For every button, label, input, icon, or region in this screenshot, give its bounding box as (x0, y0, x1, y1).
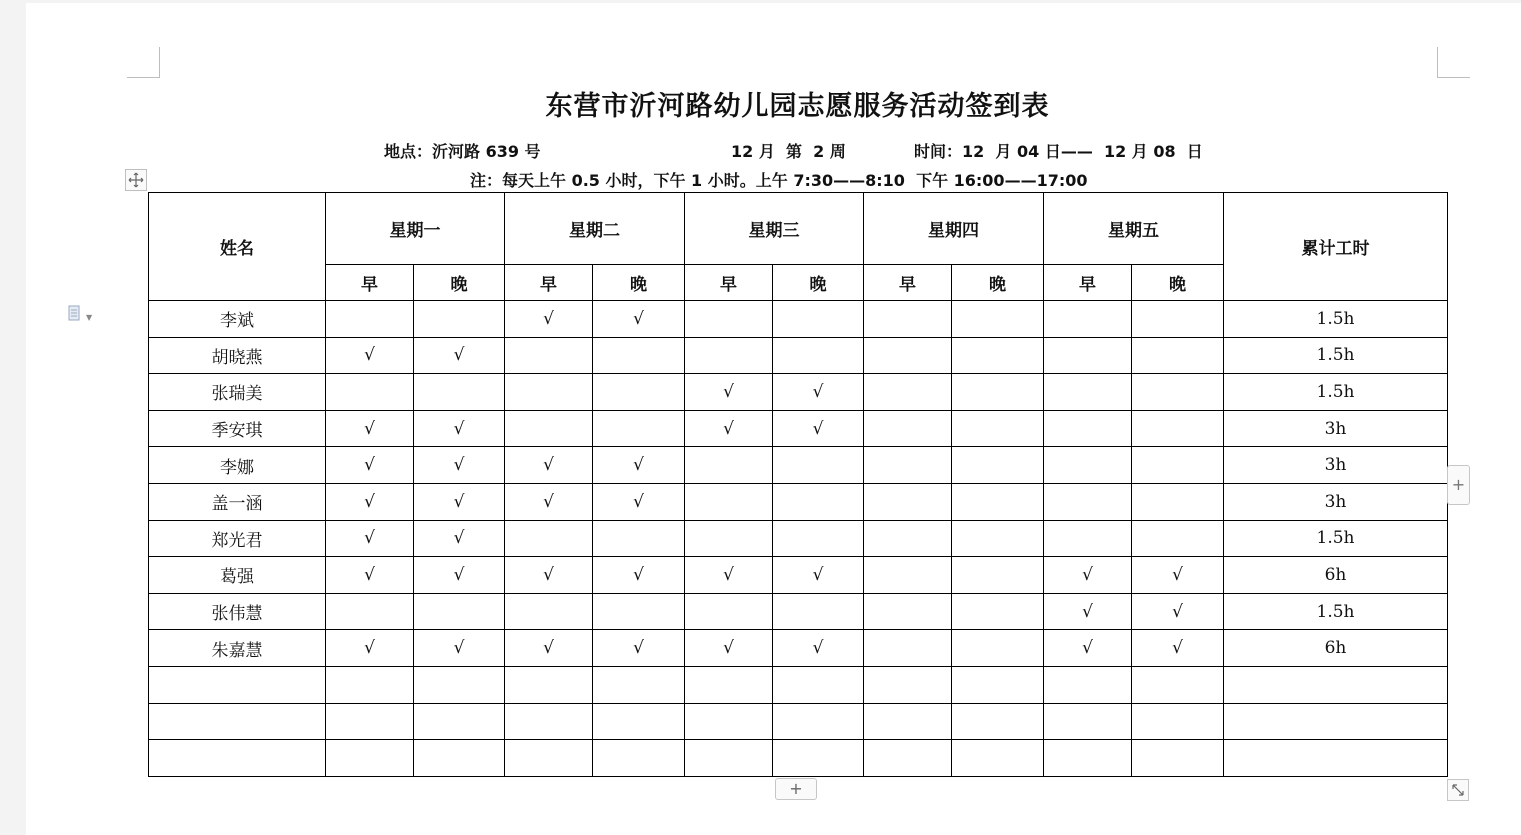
am-check-cell[interactable] (1044, 301, 1132, 338)
am-header: 早 (1044, 265, 1132, 301)
table-row (149, 301, 1448, 338)
volunteer-name-cell[interactable] (149, 740, 326, 777)
pm-check-cell[interactable]: √ (773, 557, 864, 594)
note-text: 注：每天上午 0.5 小时，下午 1 小时。上午 7:30——8:10 下午 16:00——17:00 (470, 171, 1088, 190)
am-check-cell[interactable] (1044, 703, 1132, 740)
add-column-button[interactable]: + (1447, 465, 1470, 505)
document-title: 东营市沂河路幼儿园志愿服务活动签到表 (545, 91, 1050, 122)
am-check-cell[interactable] (505, 740, 593, 777)
pm-check-cell[interactable]: √ (593, 301, 685, 338)
volunteer-name-cell[interactable]: 葛强 (149, 557, 326, 594)
am-check-cell[interactable]: √ (505, 557, 593, 594)
am-check-cell[interactable] (685, 447, 773, 484)
pm-check-cell[interactable]: √ (414, 557, 505, 594)
total-hours-cell[interactable] (1224, 740, 1448, 777)
move-icon (128, 172, 144, 188)
volunteer-name-cell[interactable]: 郑光君 (149, 520, 326, 557)
signin-table (148, 192, 1448, 777)
am-check-cell[interactable]: √ (505, 483, 593, 520)
pm-check-cell[interactable] (952, 703, 1044, 740)
am-check-cell[interactable]: √ (1044, 557, 1132, 594)
pm-check-cell[interactable] (773, 703, 864, 740)
table-row (149, 520, 1448, 557)
total-hours-cell[interactable]: 6h (1224, 630, 1448, 667)
volunteer-name-cell[interactable] (149, 666, 326, 703)
total-hours-cell[interactable]: 3h (1224, 483, 1448, 520)
am-check-cell[interactable] (505, 703, 593, 740)
time-range-text: 时间：12 月 04 日—— 12 月 08 日 (914, 142, 1203, 161)
pm-check-cell[interactable] (414, 703, 505, 740)
volunteer-name-cell[interactable]: 盖一涵 (149, 483, 326, 520)
am-check-cell[interactable] (505, 410, 593, 447)
am-check-cell[interactable] (1044, 447, 1132, 484)
am-check-cell[interactable] (864, 410, 952, 447)
total-hours-cell[interactable]: 1.5h (1224, 593, 1448, 630)
pm-check-cell[interactable] (1132, 301, 1224, 338)
table-row (149, 703, 1448, 740)
day-header-tue: 星期二 (505, 193, 685, 265)
volunteer-name-cell[interactable]: 张瑞美 (149, 374, 326, 411)
pm-check-cell[interactable] (593, 593, 685, 630)
chevron-down-icon: ▼ (86, 312, 93, 322)
pm-check-cell[interactable]: √ (593, 483, 685, 520)
volunteer-name-cell[interactable]: 李娜 (149, 447, 326, 484)
am-check-cell[interactable] (1044, 483, 1132, 520)
am-check-cell[interactable]: √ (326, 520, 414, 557)
pm-check-cell[interactable] (414, 301, 505, 338)
pm-check-cell[interactable]: √ (414, 410, 505, 447)
pm-header: 晚 (952, 265, 1044, 301)
pm-check-cell[interactable] (593, 337, 685, 374)
pm-check-cell[interactable]: √ (414, 520, 505, 557)
am-check-cell[interactable] (864, 630, 952, 667)
volunteer-name-cell[interactable]: 朱嘉慧 (149, 630, 326, 667)
am-header: 早 (505, 265, 593, 301)
am-check-cell[interactable]: √ (1044, 630, 1132, 667)
pm-check-cell[interactable] (952, 374, 1044, 411)
am-check-cell[interactable] (1044, 740, 1132, 777)
table-body (149, 301, 1448, 777)
am-check-cell[interactable]: √ (326, 630, 414, 667)
document-options-button[interactable] (68, 305, 92, 325)
volunteer-name-cell[interactable]: 李斌 (149, 301, 326, 338)
week-text: 12 月 第 2 周 (731, 142, 846, 161)
am-check-cell[interactable] (1044, 337, 1132, 374)
table-row (149, 740, 1448, 777)
pm-check-cell[interactable] (414, 666, 505, 703)
day-header-fri: 星期五 (1044, 193, 1224, 265)
am-check-cell[interactable]: √ (505, 301, 593, 338)
pm-check-cell[interactable] (952, 557, 1044, 594)
pm-check-cell[interactable] (773, 666, 864, 703)
am-check-cell[interactable] (685, 483, 773, 520)
total-hours-cell[interactable] (1224, 666, 1448, 703)
pm-check-cell[interactable]: √ (414, 447, 505, 484)
am-check-cell[interactable] (326, 374, 414, 411)
am-header: 早 (326, 265, 414, 301)
am-check-cell[interactable] (326, 593, 414, 630)
pm-check-cell[interactable] (593, 520, 685, 557)
am-check-cell[interactable] (505, 520, 593, 557)
am-check-cell[interactable] (864, 593, 952, 630)
am-check-cell[interactable] (326, 703, 414, 740)
day-header-mon: 星期一 (326, 193, 505, 265)
pm-check-cell[interactable] (1132, 374, 1224, 411)
volunteer-name-cell[interactable]: 胡晓燕 (149, 337, 326, 374)
am-check-cell[interactable] (326, 301, 414, 338)
pm-header: 晚 (593, 265, 685, 301)
pm-check-cell[interactable] (593, 703, 685, 740)
am-check-cell[interactable] (685, 666, 773, 703)
day-header-wed: 星期三 (685, 193, 864, 265)
am-check-cell[interactable] (685, 593, 773, 630)
name-header: 姓名 (149, 193, 326, 301)
pm-check-cell[interactable] (593, 410, 685, 447)
pm-check-cell[interactable] (952, 593, 1044, 630)
am-check-cell[interactable] (864, 740, 952, 777)
total-hours-cell[interactable]: 1.5h (1224, 337, 1448, 374)
total-hours-cell[interactable]: 6h (1224, 557, 1448, 594)
am-check-cell[interactable] (505, 666, 593, 703)
table-row (149, 447, 1448, 484)
table-row (149, 337, 1448, 374)
am-check-cell[interactable] (1044, 666, 1132, 703)
pm-header: 晚 (773, 265, 864, 301)
am-check-cell[interactable] (685, 740, 773, 777)
total-hours-cell[interactable]: 1.5h (1224, 301, 1448, 338)
pm-check-cell[interactable] (593, 740, 685, 777)
total-hours-header: 累计工时 (1224, 193, 1448, 301)
pm-check-cell[interactable] (952, 740, 1044, 777)
table-row (149, 630, 1448, 667)
pm-check-cell[interactable] (1132, 447, 1224, 484)
am-check-cell[interactable] (864, 447, 952, 484)
margin-corner-top-left (127, 47, 160, 78)
total-hours-cell[interactable]: 3h (1224, 410, 1448, 447)
pm-check-cell[interactable] (1132, 337, 1224, 374)
pm-check-cell[interactable] (1132, 740, 1224, 777)
am-check-cell[interactable] (505, 593, 593, 630)
total-hours-cell[interactable] (1224, 703, 1448, 740)
pm-check-cell[interactable] (414, 593, 505, 630)
am-check-cell[interactable] (685, 301, 773, 338)
am-check-cell[interactable]: √ (505, 447, 593, 484)
am-check-cell[interactable]: √ (685, 630, 773, 667)
pm-check-cell[interactable] (952, 410, 1044, 447)
table-move-handle[interactable] (125, 169, 147, 191)
pm-check-cell[interactable] (773, 740, 864, 777)
pm-check-cell[interactable] (952, 520, 1044, 557)
am-check-cell[interactable]: √ (685, 557, 773, 594)
pm-check-cell[interactable] (773, 520, 864, 557)
am-check-cell[interactable]: √ (685, 374, 773, 411)
pm-check-cell[interactable] (952, 337, 1044, 374)
am-check-cell[interactable] (1044, 374, 1132, 411)
am-check-cell[interactable]: √ (326, 337, 414, 374)
pm-check-cell[interactable]: √ (593, 557, 685, 594)
am-header: 早 (864, 265, 952, 301)
pm-check-cell[interactable]: √ (1132, 593, 1224, 630)
pm-check-cell[interactable] (952, 301, 1044, 338)
am-check-cell[interactable] (326, 740, 414, 777)
am-check-cell[interactable] (685, 703, 773, 740)
am-check-cell[interactable] (864, 557, 952, 594)
am-header: 早 (685, 265, 773, 301)
pm-check-cell[interactable] (593, 666, 685, 703)
am-check-cell[interactable]: √ (326, 447, 414, 484)
pm-check-cell[interactable] (773, 447, 864, 484)
pm-check-cell[interactable]: √ (593, 447, 685, 484)
table-resize-handle[interactable] (1447, 779, 1469, 801)
pm-check-cell[interactable]: √ (414, 337, 505, 374)
am-check-cell[interactable] (864, 337, 952, 374)
pm-header: 晚 (1132, 265, 1224, 301)
pm-check-cell[interactable] (773, 483, 864, 520)
pm-check-cell[interactable]: √ (1132, 630, 1224, 667)
pm-check-cell[interactable] (952, 666, 1044, 703)
am-check-cell[interactable] (685, 337, 773, 374)
pm-check-cell[interactable] (773, 337, 864, 374)
pm-check-cell[interactable] (414, 740, 505, 777)
volunteer-name-cell[interactable]: 张伟慧 (149, 593, 326, 630)
am-check-cell[interactable] (864, 301, 952, 338)
pm-check-cell[interactable]: √ (773, 630, 864, 667)
am-check-cell[interactable] (864, 483, 952, 520)
margin-corner-top-right (1437, 47, 1470, 78)
document-options-icon (68, 305, 82, 321)
am-check-cell[interactable] (685, 520, 773, 557)
table-row (149, 666, 1448, 703)
pm-check-cell[interactable]: √ (773, 410, 864, 447)
am-check-cell[interactable]: √ (326, 483, 414, 520)
pm-check-cell[interactable] (952, 483, 1044, 520)
am-check-cell[interactable]: √ (1044, 593, 1132, 630)
pm-check-cell[interactable] (952, 447, 1044, 484)
am-check-cell[interactable] (505, 337, 593, 374)
am-check-cell[interactable] (864, 520, 952, 557)
table-row (149, 410, 1448, 447)
am-check-cell[interactable] (864, 666, 952, 703)
table-row (149, 374, 1448, 411)
pm-check-cell[interactable] (1132, 666, 1224, 703)
am-check-cell[interactable] (1044, 520, 1132, 557)
am-check-cell[interactable] (326, 666, 414, 703)
pm-check-cell[interactable] (1132, 703, 1224, 740)
am-check-cell[interactable]: √ (685, 410, 773, 447)
am-check-cell[interactable]: √ (505, 630, 593, 667)
add-row-button[interactable]: + (775, 778, 817, 800)
pm-check-cell[interactable] (414, 374, 505, 411)
am-check-cell[interactable]: √ (326, 557, 414, 594)
pm-check-cell[interactable]: √ (414, 630, 505, 667)
volunteer-name-cell[interactable]: 季安琪 (149, 410, 326, 447)
total-hours-cell[interactable]: 3h (1224, 447, 1448, 484)
pm-check-cell[interactable]: √ (1132, 557, 1224, 594)
pm-check-cell[interactable] (773, 593, 864, 630)
volunteer-name-cell[interactable] (149, 703, 326, 740)
am-check-cell[interactable] (1044, 410, 1132, 447)
table-row (149, 557, 1448, 594)
am-check-cell[interactable] (864, 703, 952, 740)
pm-check-cell[interactable] (773, 301, 864, 338)
table-row (149, 483, 1448, 520)
resize-icon (1451, 783, 1465, 797)
pm-header: 晚 (414, 265, 505, 301)
pm-check-cell[interactable]: √ (414, 483, 505, 520)
location-text: 地点：沂河路 639 号 (384, 142, 541, 161)
total-hours-cell[interactable]: 1.5h (1224, 374, 1448, 411)
pm-check-cell[interactable]: √ (593, 630, 685, 667)
table-row (149, 593, 1448, 630)
total-hours-cell[interactable]: 1.5h (1224, 520, 1448, 557)
am-check-cell[interactable] (505, 374, 593, 411)
am-check-cell[interactable]: √ (326, 410, 414, 447)
pm-check-cell[interactable] (952, 630, 1044, 667)
pm-check-cell[interactable] (593, 374, 685, 411)
pm-check-cell[interactable]: √ (773, 374, 864, 411)
pm-check-cell[interactable] (1132, 410, 1224, 447)
pm-check-cell[interactable] (1132, 520, 1224, 557)
am-check-cell[interactable] (864, 374, 952, 411)
day-header-thu: 星期四 (864, 193, 1044, 265)
pm-check-cell[interactable] (1132, 483, 1224, 520)
